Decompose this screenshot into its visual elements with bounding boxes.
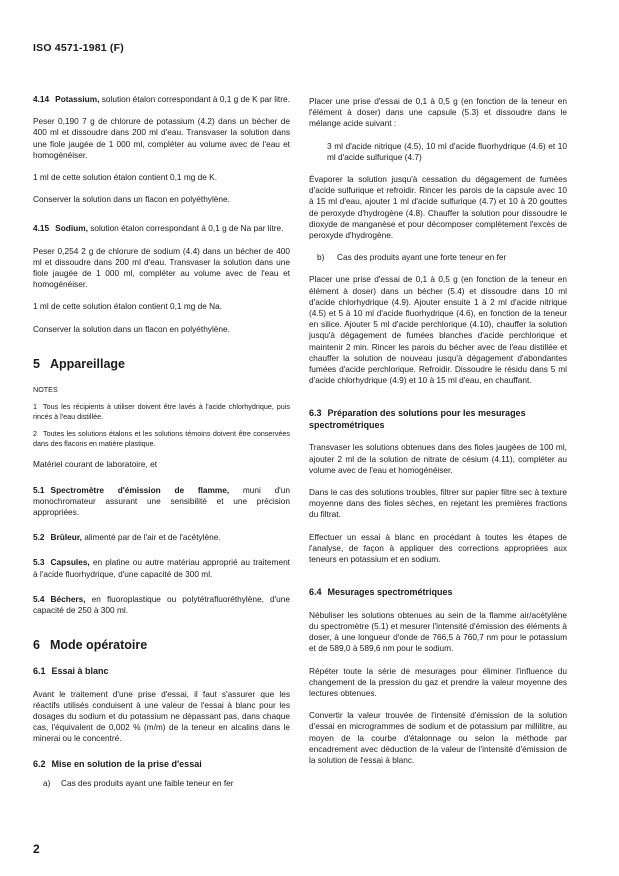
notes-label: NOTES	[33, 384, 58, 394]
paragraph: 1 ml de cette solution étalon contient 0,1 mg de K.	[33, 172, 218, 183]
list-item-b	[309, 252, 567, 263]
right-column	[309, 96, 567, 766]
paragraph: Répéter toute la série de mesurages pour éliminer l'influence du changement de la pression du gaz et prendre la valeur moyenne des lectures obtenues.	[309, 665, 567, 699]
paragraph: Transvaser les solutions obtenues dans des fioles jaugées de 100 ml, ajouter 2 ml de la solution de nitrate de césium (4.11), compléter au volume avec de l'eau et homogénéiser.	[309, 442, 567, 475]
section-title: Capsules,	[50, 557, 90, 568]
paragraph: Peser 0,254 2 g de chlorure de sodium (4.4) dans un bécher de 400 ml et dissoudre dans 200 ml d'eau. Transvaser la solution dans une fiole jaugée de 1 000 ml, compléter au volume avec de l'eau et homogénéiser.	[33, 245, 290, 290]
acid-mixture: 3 ml d'acide nitrique (4.5), 10 ml d'acide fluorhydrique (4.6) et 10 ml d'acide sulfurique (4.7)	[327, 140, 567, 162]
section-5-3	[33, 557, 290, 579]
paragraph: Matériel courant de laboratoire, et	[33, 459, 158, 470]
section-text: en fluoroplastique ou polytétrafluoréthylène, d'une capacité de 250 à 300 ml.	[33, 593, 290, 615]
page-number: 2	[33, 842, 40, 856]
list-text: Cas des produits ayant une forte teneur en fer	[337, 252, 507, 263]
paragraph: Dans le cas des solutions troubles, filtrer sur papier filtre sec à texture moyenne dans des fioles sèches, en rejetant les premières fractions du filtrat.	[309, 487, 567, 520]
section-title: Béchers,	[50, 593, 86, 604]
note-text: Tous les récipients à utiliser doivent être lavés à l'acide chlorhydrique, puis rincés à l'eau distillée.	[33, 402, 290, 421]
paragraph: Convertir la valeur trouvée de l'intensité d'émission de la solution d'essai en microgrammes de sodium et de potassium par millilitre, au moyen de la courbe d'étalonnage ou selon la méthode par encadrement avec déduction de la valeur de l'intensité d'émission de la solution de l'essai à blanc.	[309, 710, 567, 766]
paragraph: Évaporer la solution jusqu'à cessation du dégagement de fumées d'acide sulfurique et refroidir. Rincer les parois de la capsule avec 10 à 15 ml d'eau, ajouter 1 ml d'acide sulfurique (4.7) et 10 à 20 gouttes de peroxyde d'hydrogène (4.8). Chauffer la solution pour dissoudre le dioxyde de manganèse et pour décomposer complètement l'excès de peroxyde d'hydrogène.	[309, 174, 567, 241]
section-title: Spectromètre d'émission de flamme,	[50, 484, 230, 495]
section-number: 4.14	[33, 94, 50, 104]
paragraph: Conserver la solution dans un flacon en polyéthylène.	[33, 194, 230, 205]
section-title: Brûleur,	[50, 532, 82, 543]
section-title: Potassium,	[55, 94, 100, 104]
list-marker: b)	[317, 252, 325, 263]
section-text: alimenté par de l'air et de l'acétylène.	[84, 532, 221, 543]
section-6-4-heading	[309, 587, 567, 599]
paragraph: Placer une prise d'essai de 0,1 à 0,5 g (en fonction de la teneur en l'élément à doser) dans une capsule (5.3) et dissoudre dans le mélange acide suivant :	[309, 96, 567, 129]
note-2	[33, 429, 290, 448]
section-6-2-heading	[33, 759, 290, 771]
note-text: Toutes les solutions étalons et les solutions témoins doivent être conservées dans des flacons en matière plastique.	[33, 429, 290, 448]
section-5-4	[33, 594, 290, 616]
section-title: Mode opératoire	[49, 638, 148, 653]
paragraph: Conserver la solution dans un flacon en polyéthylène.	[33, 323, 230, 334]
section-number: 5.1	[33, 484, 45, 495]
paragraph: 1 ml de cette solution étalon contient 0,1 mg de Na.	[33, 301, 223, 312]
section-4-14	[33, 94, 290, 105]
paragraph: Effectuer un essai à blanc en procédant à toutes les étapes de l'analyse, de façon à appliquer des corrections appropriées aux teneurs en potassium et en sodium.	[309, 531, 567, 565]
note-1	[33, 402, 290, 421]
section-title: Mesurages spectrométriques	[327, 587, 453, 598]
section-5-heading	[33, 357, 290, 371]
section-title: Mise en solution de la prise d'essai	[51, 758, 202, 769]
section-text: en platine ou autre matériau approprié au traitement à l'acide fluorhydrique, d'une capacité de 300 ml.	[33, 557, 290, 579]
section-number: 5	[33, 356, 40, 371]
section-title: Appareillage	[49, 356, 125, 371]
section-number: 5.3	[33, 557, 45, 568]
paragraph: Placer une prise d'essai de 0,1 à 0,5 g (en fonction de la teneur en élément à doser) dans un bécher (5.4) et dissoudre dans 10 ml d'acide chlorhydrique (4.9). Ajouter ensuite 1 à 2 ml d'acide nitrique (4.5) et 5 à 10 ml d'acide fluorhydrique (4.6), en fonction de la teneur en silice. Ajouter 5 ml d'acide perchlorique (4.10), chauffer la solution jusqu'à dégagement de fumées blanches d'acide perchlorique et maintenir 2 min. Rincer les parois du bécher avec de l'eau distillée et chauffer la solution de nouveau jusqu'à dégagement d'abondantes fumées d'acide perchlorique. Refroidir. Dissoudre le résidu dans 5 ml d'acide chlorhydrique (4.9) et 10 à 15 ml d'eau, en chauffant.	[309, 274, 567, 386]
paragraph: Peser 0,190 7 g de chlorure de potassium (4.2) dans un bécher de 400 ml et dissoudre dans 200 ml d'eau. Transvaser la solution dans une fiole jaugée de 1 000 ml, compléter au volume avec de l'eau et homogénéiser.	[33, 116, 290, 160]
standard-header: ISO 4571-1981 (F)	[33, 42, 124, 54]
section-6-3-heading	[309, 408, 567, 431]
paragraph: Nébuliser les solutions obtenues au sein de la flamme air/acétylène du spectromètre (5.1) et mesurer l'intensité d'émission des éléments à doser, à une longueur d'onde de 766,5 à 760,7 nm pour le potassium et de 589,0 à 589,6 nm pour le sodium.	[309, 609, 567, 654]
section-text: muni d'un monochromateur assurant une sensibilité et une précision appropriées.	[33, 484, 290, 517]
list-text: Cas des produits ayant une faible teneur en fer	[61, 778, 234, 789]
section-number: 4.15	[33, 223, 50, 234]
section-number: 6	[33, 638, 40, 653]
section-title: Essai à blanc	[51, 666, 109, 677]
section-number: 6.3	[309, 408, 322, 419]
section-5-2	[33, 532, 290, 543]
section-number: 6.1	[33, 666, 46, 677]
note-number: 1	[33, 402, 37, 412]
section-6-heading	[33, 638, 290, 652]
section-title: Préparation des solutions pour les mesurages spectrométriques	[309, 408, 526, 430]
section-5-1	[33, 485, 290, 519]
list-marker: a)	[43, 778, 51, 789]
section-4-15	[33, 223, 290, 234]
section-number: 6.4	[309, 587, 322, 598]
section-6-1-heading	[33, 666, 290, 678]
paragraph: Avant le traitement d'une prise d'essai, il faut s'assurer que les réactifs utilisés conduisent à une valeur de l'essai à blanc pour les dosages du sodium et du potassium ne dépassant pas, dans chaque cas, l'équivalent de 0,002 % (m/m) de la teneur en alcalins dans le minerai ou le concentré.	[33, 688, 290, 744]
section-number: 5.2	[33, 532, 45, 543]
section-text: solution étalon correspondant à 0,1 g de Na par litre.	[90, 223, 284, 234]
section-number: 6.2	[33, 758, 46, 769]
section-text: solution étalon correspondant à 0,1 g de K par litre.	[101, 94, 290, 104]
section-number: 5.4	[33, 593, 45, 604]
left-column	[33, 94, 290, 789]
section-title: Sodium,	[55, 223, 88, 234]
list-item-a	[33, 778, 290, 789]
note-number: 2	[33, 429, 37, 439]
